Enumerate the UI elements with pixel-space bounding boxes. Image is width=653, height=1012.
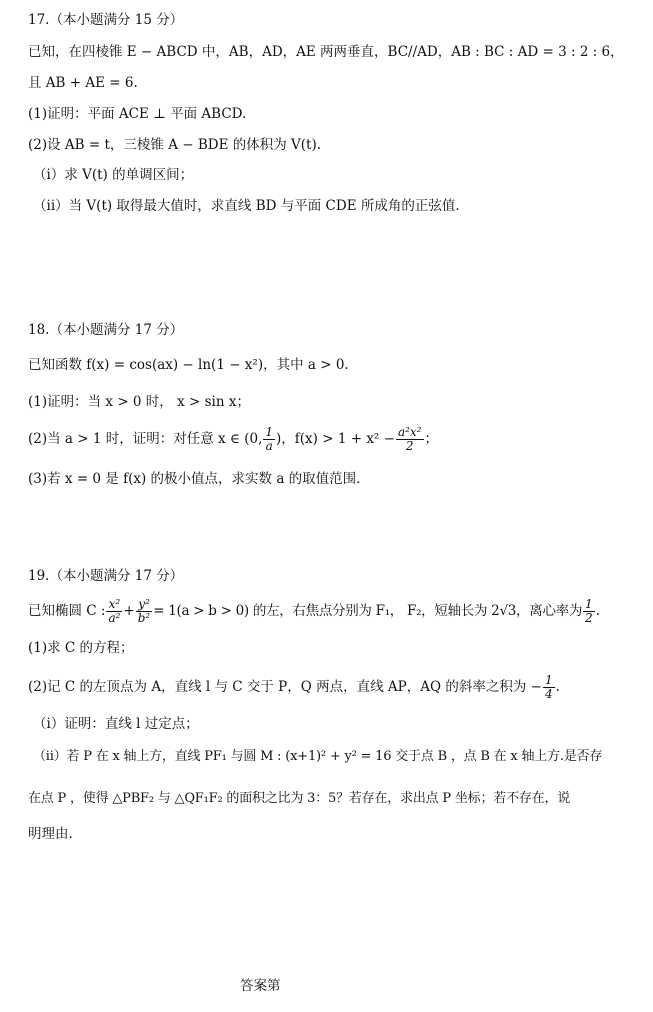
q19-ellipse-frac-x <box>106 598 122 625</box>
q17-given-a: 已知，在四棱锥 E − ABCD 中，AB，AD，AE 两两垂直，BC//AD，AB : BC : AD = 3 : 2 : 6， <box>28 44 624 60</box>
q18-part2-pre: (2)当 a > 1 时，证明：对任意 x ∈ <box>28 431 245 447</box>
q17-header: 17.（本小题满分 15 分） <box>28 12 184 28</box>
q17-part2-i: （i）求 V(t) 的单调区间； <box>33 167 194 183</box>
q19-part2-ii-c: 明理由. <box>28 826 73 842</box>
q19-given <box>28 596 600 626</box>
q19-header: 19.（本小题满分 17 分） <box>28 568 184 584</box>
q19-ellipse-num1: x² <box>106 598 122 612</box>
q18-given: 已知函数 f(x) = cos(ax) − ln(1 − x²)，其中 a > 0. <box>28 357 349 373</box>
q18-interval-close: ) <box>276 431 282 447</box>
q19-ellipse-plus: + <box>123 603 135 619</box>
q19-part2-i: （i）证明：直线 l 过定点； <box>33 716 199 732</box>
q18-part2 <box>28 424 438 454</box>
q18-part2-end: ； <box>424 431 438 447</box>
q18-part2-mid: ，f(x) > 1 + x² − <box>281 431 395 447</box>
q19-part2-den: 4 <box>544 687 553 701</box>
q17-part1: (1)证明：平面 ACE ⊥ 平面 ABCD. <box>28 106 247 122</box>
q19-ecc-den: 2 <box>585 611 593 625</box>
q18-part1: (1)证明：当 x > 0 时， x > sin x； <box>28 394 250 410</box>
q19-part2 <box>28 672 560 702</box>
q19-part2-ii-a: （ii）若 P 在 x 轴上方，直线 PF₁ 与圆 M : (x+1)² + y² = 16 交于点 B ，点 B 在 x 轴上方.是否存 <box>33 749 603 764</box>
q19-part2-num: 1 <box>544 673 553 687</box>
q19-ellipse-den2: b² <box>137 611 151 625</box>
q19-given-pre: 已知椭圆 C : <box>28 603 106 619</box>
q19-given-mid: = 1(a > b > 0) 的左，右焦点分别为 F₁， F₂，短轴长为 2√3，离心率为 <box>153 603 583 619</box>
q19-part2-pre: (2)记 C 的左顶点为 A，直线 l 与 C 交于 P，Q 两点，直线 AP，AQ 的斜率之积为 − <box>28 679 542 695</box>
q18-frac-num: 1 <box>265 425 274 439</box>
q18-fraction-a2x2-over-2 <box>396 426 424 453</box>
q19-ellipse-frac-y <box>136 598 153 625</box>
q18-interval-open: (0, <box>244 431 263 447</box>
q19-given-end: . <box>595 603 600 619</box>
q19-part2-ii-b: 在点 P ，使得 △PBF₂ 与 △QF₁F₂ 的面积之比为 3：5？若存在，求出点 P 坐标；若不存在，说 <box>28 791 571 806</box>
q19-part2-end: . <box>555 679 560 695</box>
q17-part2: (2)设 AB = t，三棱锥 A − BDE 的体积为 V(t). <box>28 137 322 153</box>
q18-frac2-num: a²x² <box>397 425 422 439</box>
page-footer: 答案第 <box>240 978 281 994</box>
q19-eccentricity-frac <box>583 598 595 625</box>
q18-header: 18.（本小题满分 17 分） <box>28 322 184 338</box>
q18-fraction-1-over-a <box>263 426 275 453</box>
q19-ellipse-num2: y² <box>136 598 153 612</box>
q18-frac2-den: 2 <box>405 439 414 453</box>
q17-given-b: 且 AB + AE = 6. <box>28 75 138 91</box>
q19-part1: (1)求 C 的方程； <box>28 640 134 656</box>
q17-part2-ii: （ii）当 V(t) 取得最大值时，求直线 BD 与平面 CDE 所成角的正弦值. <box>33 198 460 214</box>
q19-ellipse-den1: a² <box>108 611 121 625</box>
q18-part3: (3)若 x = 0 是 f(x) 的极小值点，求实数 a 的取值范围. <box>28 471 361 487</box>
q18-frac-den: a <box>265 439 273 453</box>
q19-ecc-num: 1 <box>585 597 593 611</box>
q19-slope-frac <box>543 674 555 701</box>
